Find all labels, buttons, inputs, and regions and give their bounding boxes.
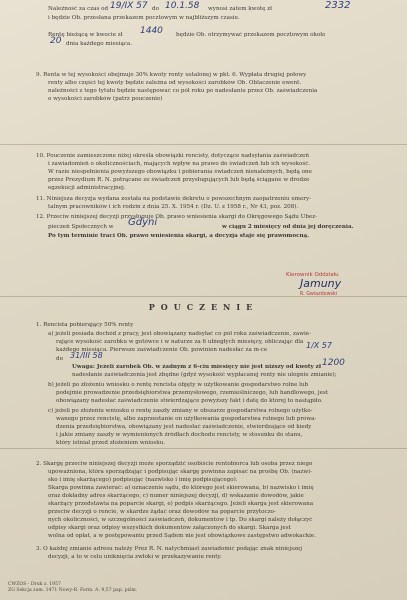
- print-footer: [8, 582, 137, 594]
- text-line: 10. Pouczenie zamieszczone niżej określa obowiązki rencisty, dotyczące nadsyłania zaświadczeń: [36, 153, 309, 159]
- text-line: 3. O każdej zmianie adresu należy Prez R. N. natychmiast zawiadomić podając znak niniejszej: [36, 546, 302, 552]
- text-line: oraz dokładny adres skarżącego, c) numer niniejszej decyzji, d) wskazanie dowodów, jakie: [48, 493, 304, 499]
- text-line: dnia każdego miesiąca.: [66, 41, 133, 47]
- handwritten-date-from: 19/IX 57: [110, 1, 148, 11]
- text-line: przeciw decyzji o rencie, w skardze żądać oraz dowodów na poparcie przytoczo-: [48, 509, 276, 515]
- text-line: W razie niespełnienia powyższego obowiązku i pobierania świadczeń nienależnych, będą one: [48, 169, 312, 175]
- handwritten-date-to: 10.1.58: [165, 1, 200, 11]
- text-line: egzekucji administracyjnej.: [48, 185, 126, 191]
- stamp-title: Kierownik Oddziału: [286, 272, 339, 278]
- text-line: pieczeń Społecznych w: [48, 224, 114, 230]
- fold-line: [0, 296, 407, 297]
- text-line: a) jeżeli posiada dochód z pracy, jest obowiązany nadsyłać co pół roku zaświadczenie, zawie-: [48, 331, 312, 337]
- handwritten-limit: 1200: [322, 358, 345, 368]
- text-line: Należność za czas od: [48, 6, 109, 12]
- text-line: b) jeżeli po złożeniu wniosku o rentę rencista objęty w użytkowanie gospodarstwo rolne lub: [48, 382, 309, 388]
- text-line: dzenia przedsiębiorstwa, obowiązany jest nadesłać zaświadczenie, stwierdzające od kiedy: [56, 424, 312, 430]
- text-line: i będzie Ob. przesłana przekazem pocztowym w najbliższym czasie.: [48, 15, 240, 21]
- text-line: należności z tego tytułu będzie następować co pół roku po nadesłaniu przez Ob. zaświadczenia: [48, 88, 318, 94]
- fold-line: [0, 144, 407, 145]
- handwritten-city: Gdyni: [128, 217, 158, 228]
- text-line: skarżący przedstawia na poparcie skargi, e) podpis skarżącego. Jeżeli skarga jest skierowana: [48, 501, 314, 507]
- text-line: decyzji, a to w celu uniknięcia zwłoki w przekazywaniu renty.: [48, 554, 222, 560]
- text-line: który istniał przed złożeniem wniosku.: [56, 440, 166, 446]
- text-line: wynosi zatem kwotę zł: [208, 6, 272, 12]
- text-line: i zawiadomień o okolicznościach, mających wpływ na prawo do świadczeń lub ich wysokość.: [48, 161, 311, 167]
- text-line: do: [56, 356, 63, 362]
- text-line: 11. Niniejsza decyzja wydana została na podstawie dekretu o powszechnym zaopatrzeniu emery-: [36, 196, 311, 202]
- handwritten-amount: 2332: [325, 0, 351, 11]
- text-line: w ciągu 2 miesięcy od dnia jej doręczenia.: [222, 224, 354, 230]
- text-line: obowiązany nadesłać zaświadczenie stwierdzające powyższy fakt i datę do której to nastąpiło.: [56, 398, 323, 404]
- text-line: i jakie zmiany zaszły w wymienionych źródłach dochodu rencisty, w stosunku do stanu,: [56, 432, 303, 438]
- handwritten-month-from: 1/X 57: [306, 341, 332, 350]
- text-line: nych okoliczności, w szczególności zaświadczeń, dokumentów i tp. Do skargi należy dołączyć: [48, 517, 313, 523]
- text-line: rające wysokość zarobku w gotówce i w naturze za 6 ubiegłych miesięcy, obliczając dla: [56, 339, 304, 345]
- text-line: nadesłanie zaświadczenia jest zbędne (gdyż wysokość wypłacanej renty nie ulegnie zmianie);: [72, 372, 337, 378]
- text-line: c) jeżeli po złożeniu wniosku o rentę zaszły zmiany w obszarze gospodarstwa rolnego użytko-: [48, 408, 313, 414]
- signature: Jamuny: [300, 277, 342, 290]
- text-line: do: [152, 6, 159, 12]
- text-line: renty albo części tej kwoty będzie zależna od wysokości zarobków Ob. Oblaczenie ewent.: [48, 80, 302, 86]
- text-line: 2. Skargę przeciw niniejszej decyzji może sporządzić osobiście rentobiorca lub osoba przez niego: [36, 461, 313, 467]
- text-line: Rentę bieżącą w kwocie zł: [48, 32, 123, 38]
- section-title: POUCZENIE: [148, 302, 259, 312]
- handwritten-day: 20: [50, 36, 62, 46]
- text-line: 1. Rencista pobierający 50% renty: [36, 322, 134, 328]
- text-line: przez Prezydium R. N. potrącane ze świadczeń przysługujących lub będą ściągane w drodze: [48, 177, 310, 183]
- text-line: wanego przez rencistę, albo zaprzestanie on użytkowania gospodarstwa rolnego lub prowa-: [56, 416, 317, 422]
- text-line: odpisy skargi oraz odpisy wszystkich dokumentów załączonych do skargi. Skarga jest: [48, 525, 291, 531]
- handwritten-month-to: 31/III 58: [70, 351, 103, 360]
- footer-line: CWZOS - Druk z. 1957: [8, 582, 61, 587]
- fold-line: [0, 448, 407, 449]
- text-line: wolna od opłat, a w postępowaniu przed Sądem nie jest obowiązkowe zastępstwo adwokackie.: [48, 533, 316, 539]
- handwritten-pension: 1440: [140, 26, 163, 36]
- text-line: Uwaga: Jeżeli zarobek Ob. w żadnym z 6-ciu miesięcy nie jest niższy od kwoty zł: [72, 364, 322, 370]
- text-line: każdego miesiąca. Pierwsze zaświadczenie Ob. powinien nadesłać za m-ce: [56, 347, 268, 353]
- footer-line: ZG Sekcja zam. 1471 Nowy-R. Form. A. 9,57 pap. piśm.: [8, 588, 138, 593]
- text-line: 12. Przeciw niniejszej decyzji przysługuje Ob. prawo wniesienia skargi do Okręgowego Sądu Ubez-: [36, 214, 318, 220]
- text-line: upoważniona, która sporządzając i podpisując skargę powinna zapisać na prośbę Ob. (nazwi-: [48, 469, 312, 475]
- text-line: talnym pracowników i ich rodzin z dnia 25. X. 1954 r. (Dz. U. z 1958 r., Nr 43, poz. 208).: [48, 204, 299, 210]
- stamp-name: R. Gwiazdowski: [300, 292, 338, 297]
- text-line: Po tym terminie traci Ob. prawo wniesienia skargi, a decyzja staje się prawomocną.: [48, 233, 310, 239]
- text-line: 9. Renta w tej wysokości obejmuje 30% kwoty renty ustalonej w pkt. 6. Wypłata drugiej połowy: [36, 72, 307, 78]
- text-line: sko i imię skarżącego) podpisując (nazwisko i imię podpisującego).: [48, 477, 238, 483]
- text-line: podejmie prowadzenie przedsiębiorstwa przemysłowego, rzemieślniczego, lub handlowego, jest: [56, 390, 329, 396]
- text-line: o wysokości zarobków (patrz pouczenie): [48, 96, 163, 102]
- text-line: Skarga powinna zawierać: a) oznaczenie sądu, do którego jest skierowana, b) nazwisko i imię: [48, 485, 314, 491]
- text-line: będzie Ob. otrzymywać przekazem pocztowym około: [176, 32, 326, 38]
